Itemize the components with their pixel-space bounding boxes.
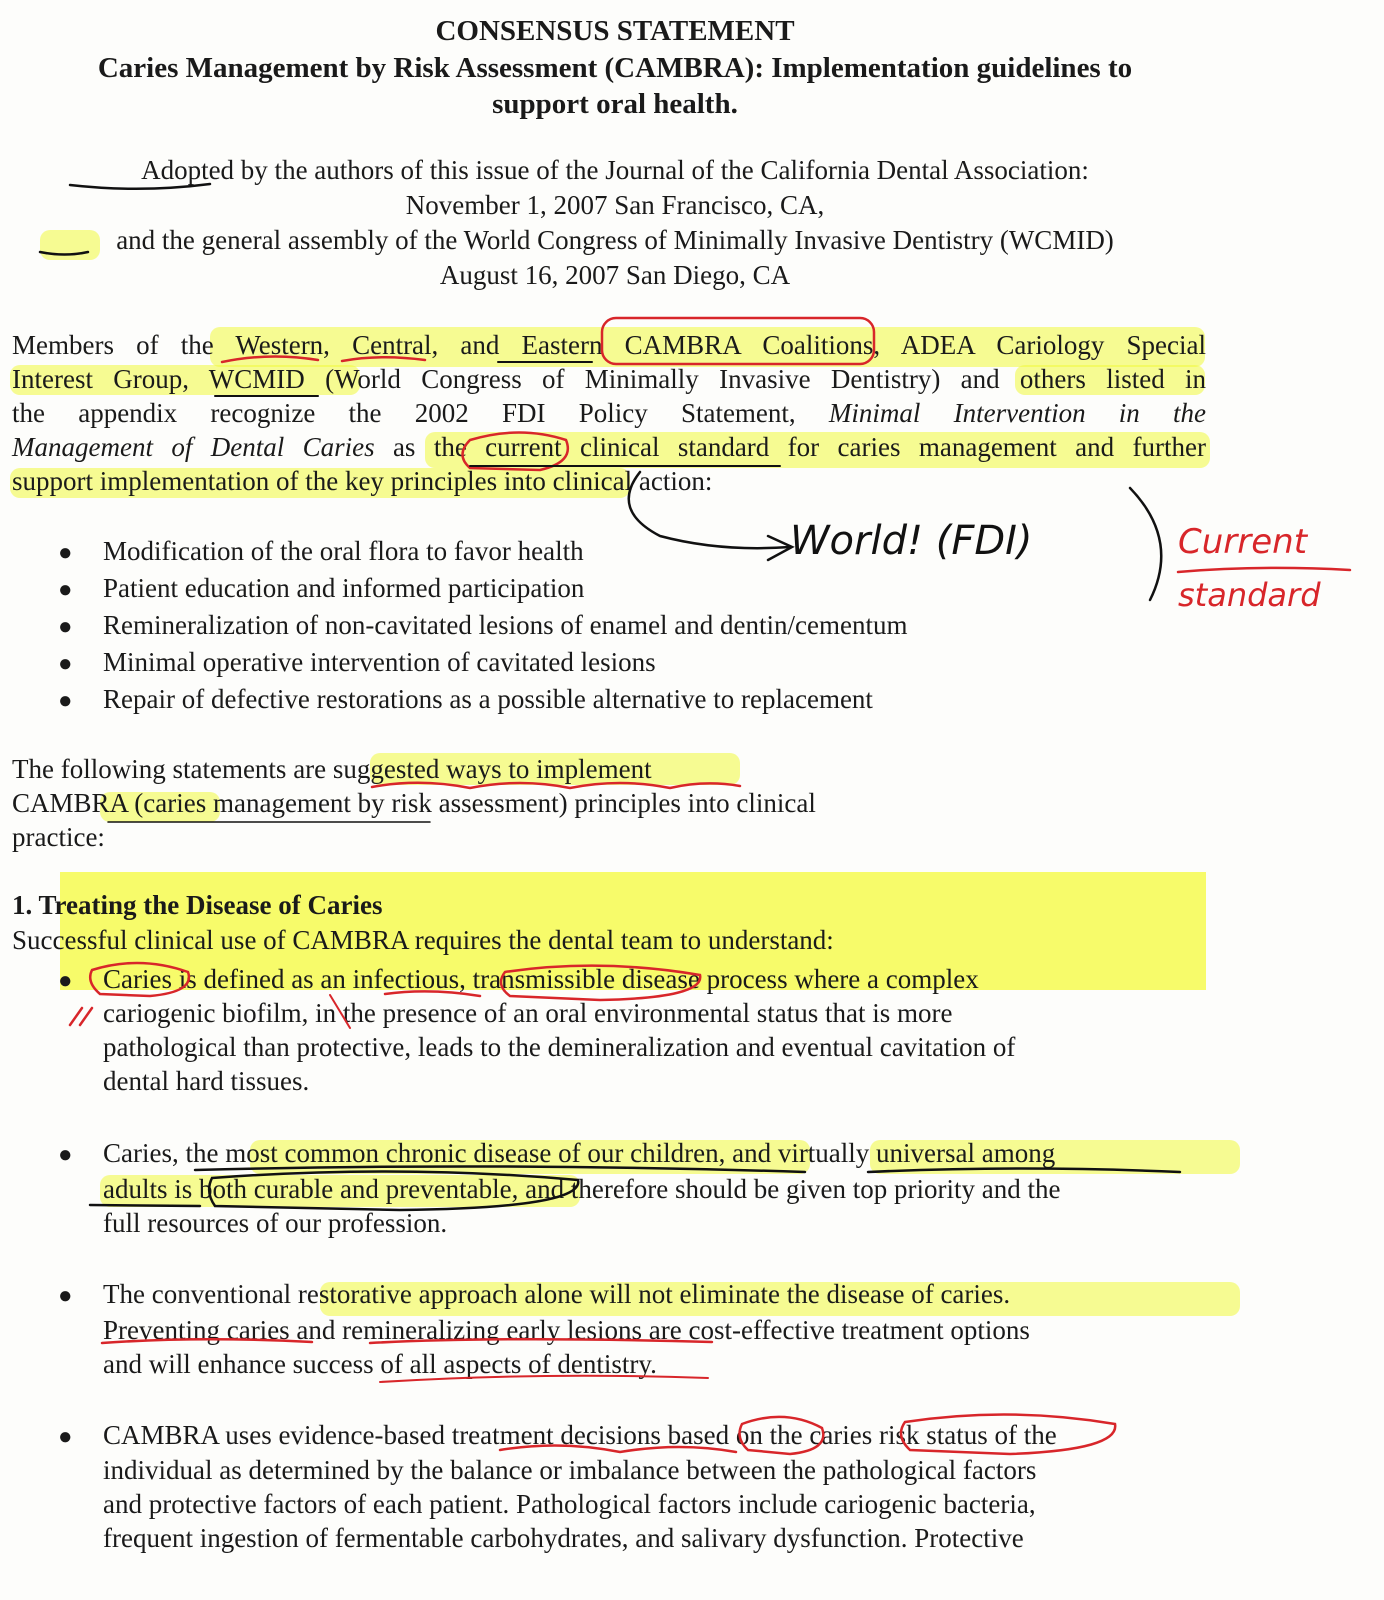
bullet-icon: ● <box>58 540 73 566</box>
caries-definition-line: pathological than protective, leads to the demineralization and eventual cavitation of <box>103 1032 1016 1062</box>
handwritten-note-world-fdi: World! (FDI) <box>790 518 1033 564</box>
red-circle <box>501 966 700 1000</box>
red-underline <box>222 356 318 362</box>
red-underline <box>1178 568 1350 572</box>
bullet-icon: ● <box>58 651 73 677</box>
bullet-icon: ● <box>58 688 73 714</box>
section-heading: 1. Treating the Disease of Caries <box>12 890 383 920</box>
following-line: The following statements are suggested ways to implement <box>12 754 652 784</box>
black-circle <box>209 1171 578 1210</box>
red-underline <box>372 783 740 788</box>
red-underline <box>500 1445 736 1452</box>
red-underline <box>370 1339 712 1343</box>
document-subtitle-cont: support oral health. <box>492 88 738 120</box>
section-lead: Successful clinical use of CAMBRA requires the dental team to understand: <box>12 925 834 955</box>
red-circle <box>602 318 874 364</box>
caries-definition-line: cariogenic biofilm, in the presence of an oral environmental status that is more <box>103 998 953 1028</box>
arrow-annotation <box>629 472 790 548</box>
caries-common-line: Caries, the most common chronic disease of our children, and virtually universal among <box>103 1138 1056 1168</box>
bullet-icon: ● <box>58 614 73 640</box>
red-mark <box>70 1008 92 1025</box>
black-underline <box>868 1169 1180 1173</box>
red-underline <box>330 995 350 1028</box>
red-underline <box>342 357 425 361</box>
red-underline <box>380 1376 708 1382</box>
adoption-date: November 1, 2007 San Francisco, CA, <box>405 190 825 220</box>
principle-item: Patient education and informed participation <box>103 573 585 603</box>
red-circle <box>463 433 568 471</box>
cambra-risk-line: CAMBRA uses evidence-based treatment decisions based on the caries risk status of the <box>103 1420 1057 1450</box>
black-underline <box>40 252 88 255</box>
following-line: CAMBRA (caries management by risk assessment) principles into clinical <box>12 788 816 818</box>
intro-line: Management of Dental Caries as the current clinical standard for caries management and further <box>12 432 1206 462</box>
black-underline <box>195 1166 805 1172</box>
cambra-risk-line: frequent ingestion of fermentable carbohydrates, and salivary dysfunction. Protective <box>103 1523 1024 1553</box>
intro-line: Members of the Western, Central, and Eastern CAMBRA Coalitions, ADEA Cariology Special <box>12 330 1206 360</box>
document-subtitle: Caries Management by Risk Assessment (CAMBRA): Implementation guidelines to <box>97 52 1133 84</box>
bullet-icon: ● <box>58 1283 73 1309</box>
black-parenthesis <box>1130 488 1161 600</box>
red-underline <box>102 1339 312 1343</box>
caries-definition-line: dental hard tissues. <box>103 1066 310 1096</box>
handwritten-note-current: Current <box>1178 522 1308 562</box>
restorative-line: Preventing caries and remineralizing early lesions are cost-effective treatment options <box>103 1315 1030 1345</box>
caries-common-line: adults is both curable and preventable, and therefore should be given top priority and the <box>103 1174 1061 1204</box>
black-underline <box>70 184 210 189</box>
cambra-risk-line: and protective factors of each patient. Pathological factors include cariogenic bacteria, <box>103 1489 1036 1519</box>
restorative-line: and will enhance success of all aspects of dentistry. <box>103 1349 657 1379</box>
cambra-risk-line: individual as determined by the balance or imbalance between the pathological factors <box>103 1455 1037 1485</box>
bullet-icon: ● <box>58 1142 73 1168</box>
adoption-line: and the general assembly of the World Congress of Minimally Invasive Dentistry (WCMID) <box>116 225 1114 255</box>
intro-line: support implementation of the key principles into clinical action: <box>12 466 713 496</box>
principle-item: Remineralization of non-cavitated lesions of enamel and dentin/cementum <box>103 610 908 640</box>
intro-line: Interest Group, WCMID (World Congress of Minimally Invasive Dentistry) and others listed in <box>12 364 1206 394</box>
restorative-line: The conventional restorative approach alone will not eliminate the disease of caries. <box>103 1279 1011 1309</box>
bullet-icon: ● <box>58 1424 73 1450</box>
principle-item: Repair of defective restorations as a possible alternative to replacement <box>103 684 873 714</box>
document-title: CONSENSUS STATEMENT <box>435 15 795 47</box>
principle-item: Modification of the oral flora to favor health <box>103 536 584 566</box>
caries-common-line: full resources of our profession. <box>103 1208 448 1238</box>
bullet-icon: ● <box>58 577 73 603</box>
black-underline <box>90 1205 200 1206</box>
principle-item: Minimal operative intervention of cavitated lesions <box>103 647 656 677</box>
red-circle <box>90 963 189 996</box>
red-underline <box>385 991 480 996</box>
bullet-icon: ● <box>58 968 73 994</box>
intro-line: the appendix recognize the 2002 FDI Policy Statement, Minimal Intervention in the <box>12 398 1207 428</box>
red-circle <box>901 1414 1115 1454</box>
following-line: practice: <box>12 822 105 852</box>
adoption-line: Adopted by the authors of this issue of the Journal of the California Dental Association: <box>141 155 1089 185</box>
adoption-date: August 16, 2007 San Diego, CA <box>439 260 791 290</box>
red-circle <box>740 1417 824 1454</box>
handwritten-note-standard: standard <box>1178 576 1321 614</box>
caries-definition-line: Caries is defined as an infectious, transmissible disease process where a complex <box>103 964 979 994</box>
